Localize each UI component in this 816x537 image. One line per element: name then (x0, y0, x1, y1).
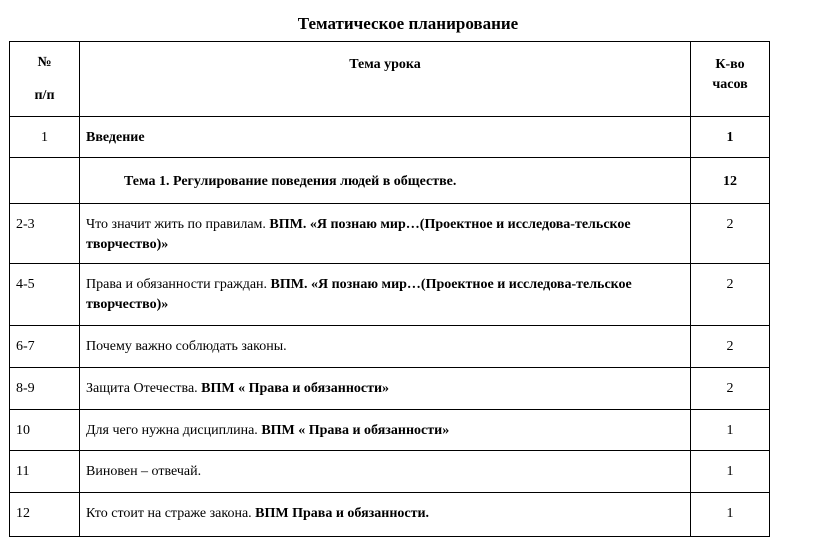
header-number-cell (10, 42, 80, 117)
row-topic-bold: ВПМ. «Я познаю мир…(Проектное и исследова-тельское творчество)» (86, 217, 631, 252)
row-topic-plain: Почему важно соблюдать законы. (86, 339, 287, 354)
header-hours-label: К-во (715, 57, 745, 72)
row-hours: 1 (691, 493, 770, 537)
row-topic (80, 493, 691, 537)
header-topic-cell (80, 42, 691, 117)
row-hours: 2 (691, 264, 770, 326)
row-topic-bold: Введение (86, 130, 145, 145)
row-number: 1 (10, 117, 80, 158)
row-hours: 2 (691, 326, 770, 368)
row-topic-plain: Кто стоит на страже закона. (86, 506, 256, 521)
row-hours: 1 (691, 451, 770, 493)
row-hours: 12 (691, 158, 770, 204)
table-row (10, 493, 770, 537)
row-topic-bold: Тема 1. Регулирование поведения людей в обществе. (124, 174, 457, 189)
row-topic-plain: Виновен – отвечай. (86, 464, 202, 479)
header-hours-cell (691, 42, 770, 117)
header-hours-sublabel: часов (712, 77, 748, 92)
row-topic (80, 158, 691, 204)
row-number: 10 (10, 410, 80, 451)
row-number: 8-9 (10, 368, 80, 410)
row-number (10, 158, 80, 204)
row-topic-bold: ВПМ. «Я познаю мир…(Проектное и исследова-тельское творчество)» (86, 277, 632, 312)
row-topic-plain: Права и обязанности граждан. (86, 277, 271, 292)
row-hours: 2 (691, 368, 770, 410)
table-row (10, 368, 770, 410)
row-hours: 2 (691, 204, 770, 264)
page-title: Тематическое планирование (297, 14, 519, 33)
row-topic (80, 326, 691, 368)
table-row (10, 158, 770, 204)
row-topic-bold: ВПМ « Права и обязанности» (201, 381, 390, 396)
row-topic (80, 451, 691, 493)
row-topic-bold: ВПМ Права и обязанности. (255, 506, 430, 521)
table-row (10, 326, 770, 368)
row-number: 6-7 (10, 326, 80, 368)
row-topic (80, 264, 691, 326)
row-number: 2-3 (10, 204, 80, 264)
table-row (10, 264, 770, 326)
header-topic-label: Тема урока (349, 57, 421, 72)
row-topic-plain: Для чего нужна дисциплина. (86, 423, 262, 438)
row-topic-plain: Защита Отечества. (86, 381, 202, 396)
row-number: 12 (10, 493, 80, 537)
table-row (10, 204, 770, 264)
row-hours: 1 (691, 410, 770, 451)
row-topic-bold: ВПМ « Права и обязанности» (261, 423, 450, 438)
row-topic (80, 368, 691, 410)
row-topic (80, 117, 691, 158)
table-row (10, 451, 770, 493)
row-topic (80, 204, 691, 264)
table-row (10, 117, 770, 158)
header-number-label: № (37, 55, 52, 70)
row-hours: 1 (691, 117, 770, 158)
row-topic-plain: Что значит жить по правилам. (86, 217, 270, 232)
table-row (10, 410, 770, 451)
row-topic (80, 410, 691, 451)
planning-table (9, 41, 770, 537)
row-number: 11 (10, 451, 80, 493)
header-number-sublabel: п/п (34, 88, 55, 103)
table-header-row (10, 42, 770, 117)
row-number: 4-5 (10, 264, 80, 326)
